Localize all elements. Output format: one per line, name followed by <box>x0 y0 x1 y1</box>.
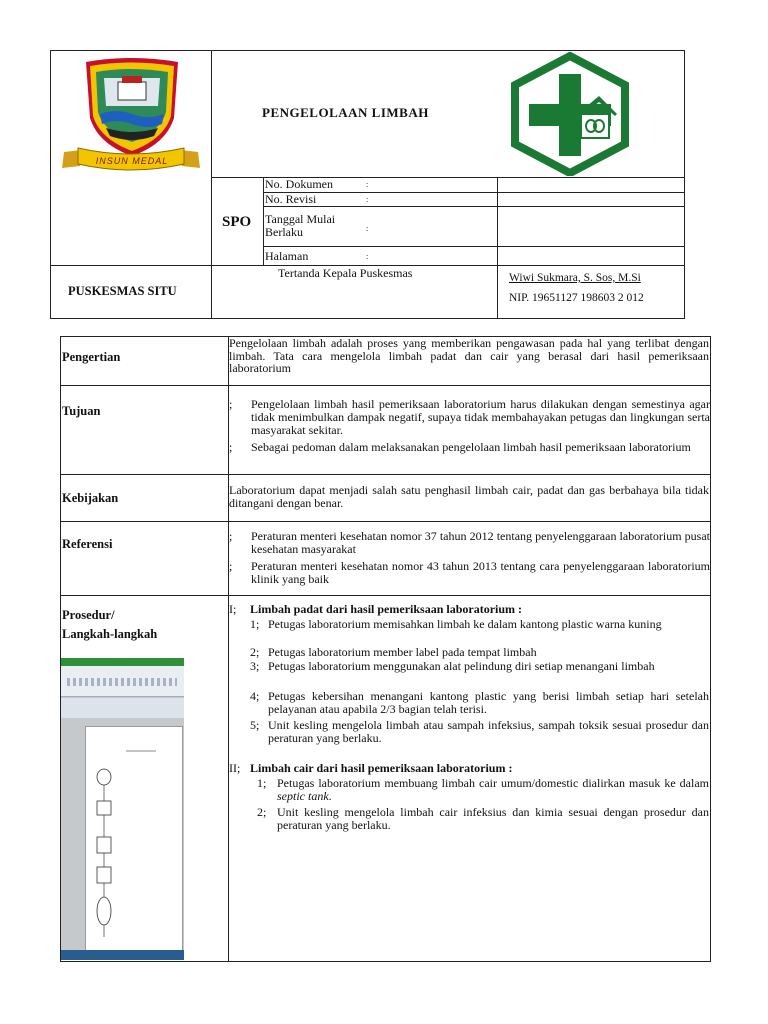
label-tujuan: Tujuan <box>62 404 101 418</box>
tujuan-item <box>229 398 709 438</box>
prosedur-item <box>250 646 710 660</box>
taskbar <box>61 950 184 960</box>
group-2-marker: II; <box>229 761 241 775</box>
prosedur-item <box>257 777 710 805</box>
tujuan-item <box>229 441 709 469</box>
meta-label-no-revisi: No. Revisi <box>265 192 317 206</box>
prosedur-item-text: Petugas laboratorium member label pada tempat limbah <box>268 645 537 659</box>
group-1-marker: I; <box>229 602 237 616</box>
prosedur-item-text: Unit kesling mengelola limbah atau sampah infeksius, sampah toksik sesuai prosedur dan peraturan yang berlaku. <box>268 718 709 745</box>
signed-by: Tertanda Kepala Puskesmas <box>278 266 413 280</box>
meta-label-halaman: Halaman <box>265 249 309 263</box>
label-referensi: Referensi <box>62 537 113 551</box>
ribbon-icons <box>67 678 177 686</box>
doc-page <box>85 726 183 956</box>
item-number: 2; <box>257 805 267 819</box>
item-number: 2; <box>250 645 260 659</box>
item-number: 5; <box>250 718 260 732</box>
meta-sep: : <box>366 180 369 189</box>
prosedur-item <box>250 660 710 688</box>
list-marker: ; <box>229 559 233 573</box>
meta-sep: : <box>366 224 369 233</box>
referensi-item <box>229 560 709 588</box>
list-marker: ; <box>229 529 233 543</box>
group-2-heading: Limbah cair dari hasil pemeriksaan laboratorium : <box>250 761 513 775</box>
referensi-item-text: Peraturan menteri kesehatan nomor 37 tahun 2012 tentang penyelenggaraan laboratorium pusat kesehatan masyarakat <box>251 529 710 556</box>
meta-sep: : <box>366 252 369 261</box>
tujuan-item-text: Sebagai pedoman dalam melaksanakan pengelolaan limbah hasil pemeriksaan laboratorium <box>251 440 691 454</box>
label-pengertian: Pengertian <box>62 350 121 364</box>
window-titlebar <box>61 658 184 666</box>
crest-logo <box>56 56 206 176</box>
text-pengertian: Pengelolaan limbah adalah proses yang memberikan pengawasan pada hal yang terlibat dengan limbah. Tata cara mengelola limbah padat dan cair yang berasal dari hasil pemeriksaan laboratorium <box>229 336 709 375</box>
meta-sep: : <box>366 195 369 204</box>
prosedur-item <box>250 618 710 646</box>
spo-label: SPO <box>222 214 252 230</box>
flowchart-screenshot <box>61 658 184 960</box>
signer-nip: NIP. 19651127 198603 2 012 <box>509 292 644 304</box>
signer-name: Wiwi Sukmara, S. Sos, M.Si <box>509 272 641 284</box>
crest-motto: INSUN MEDAL <box>95 156 169 166</box>
label-langkah: Langkah-langkah <box>62 627 158 641</box>
kemenkes-logo <box>499 52 641 176</box>
item-number: 1; <box>257 776 267 790</box>
group-1-heading: Limbah padat dari hasil pemeriksaan laboratorium : <box>250 602 523 616</box>
referensi-item <box>229 530 709 558</box>
label-kebijakan: Kebijakan <box>62 491 119 505</box>
prosedur-item-text: Petugas kebersihan menangani kantong plastic yang berisi limbah setiap hari setelah pelayanan atau apabila 2/3 bagian telah terisi. <box>268 689 709 716</box>
meta-label-tanggal: Tanggal Mulai Berlaku <box>265 212 336 239</box>
prosedur-item <box>250 719 710 747</box>
item-number: 3; <box>250 659 260 673</box>
referensi-item-text: Peraturan menteri kesehatan nomor 43 tahun 2013 tentang cara penyelenggaraan laboratorium klinik yang baik <box>251 559 710 586</box>
tujuan-item-text: Pengelolaan limbah hasil pemeriksaan laboratorium harus dilakukan dengan semestinya agar tidak menimbulkan dampak negatif, supaya tidak membahayakan petugas dan lingkungan serta masyarakat sekitar. <box>251 397 710 437</box>
prosedur-item-text: Petugas laboratorium membuang limbah cair umum/domestic dialirkan masuk ke dalam septic tank. <box>277 776 709 803</box>
text-kebijakan: Laboratorium dapat menjadi salah satu penghasil limbah cair, padat dan gas berbahaya bila tidak ditangani dengan benar. <box>229 483 709 510</box>
prosedur-item-text: Petugas laboratorium menggunakan alat pelindung diri setiap menangani limbah <box>268 659 655 673</box>
item-number: 4; <box>250 689 260 703</box>
ruler <box>61 698 184 718</box>
list-marker: ; <box>229 440 233 454</box>
meta-label-no-dokumen: No. Dokumen <box>265 177 333 191</box>
document-title: PENGELOLAAN LIMBAH <box>262 105 429 120</box>
item-number: 1; <box>250 617 260 631</box>
org-name: PUSKESMAS SITU <box>68 284 177 298</box>
prosedur-item-text: Petugas laboratorium memisahkan limbah ke dalam kantong plastic warna kuning <box>268 617 662 631</box>
prosedur-item <box>257 806 710 834</box>
prosedur-item-text: Unit kesling mengelola limbah cair infeksius dan kimia sesuai dengan prosedur dan peraturan yang berlaku. <box>277 805 709 832</box>
list-marker: ; <box>229 397 233 411</box>
label-prosedur: Prosedur/ <box>62 608 115 622</box>
prosedur-item <box>250 690 710 718</box>
